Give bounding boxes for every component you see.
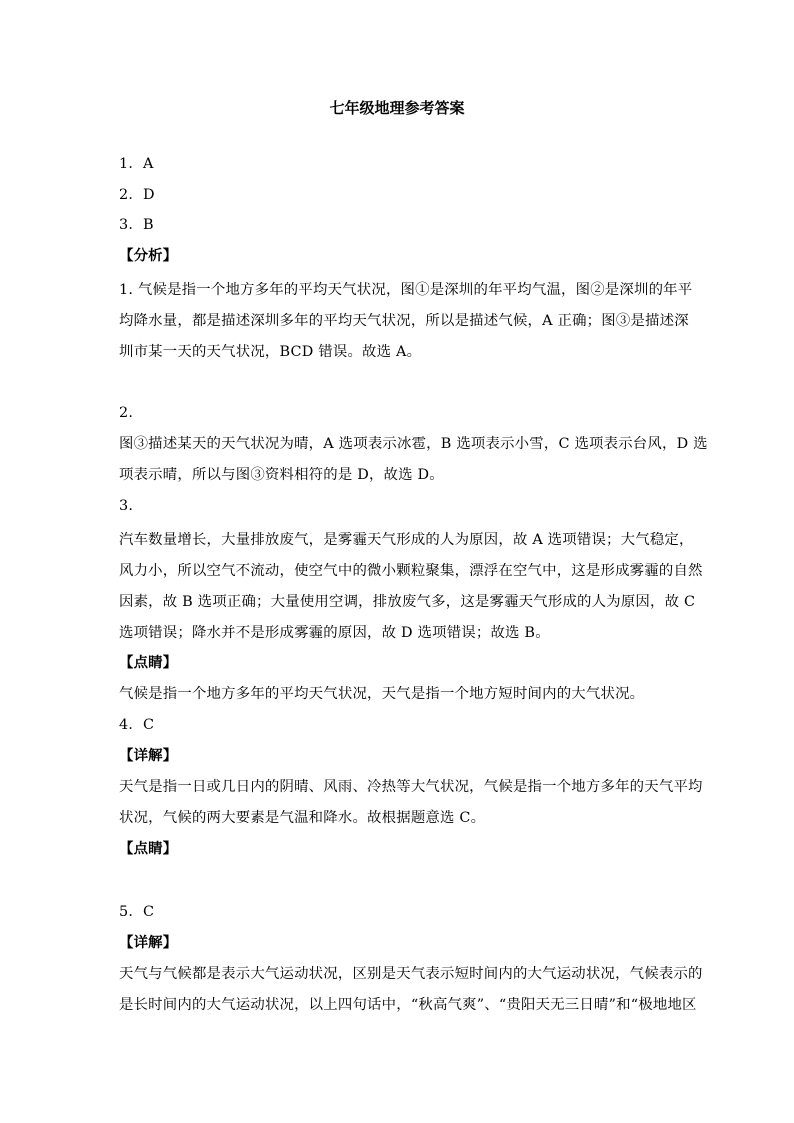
question-number: 3.: [119, 498, 134, 514]
question-number: 2.: [119, 405, 134, 421]
answer-3: 3．B: [119, 217, 154, 233]
answer-4: 4．C: [119, 717, 155, 733]
paragraph-line: 1. 气候是指一个地方多年的平均天气状况，图①是深圳的年平均气温，图②是深圳的年平: [119, 282, 693, 298]
paragraph-line: 图③描述某天的天气状况为晴，A 选项表示冰雹，B 选项表示小雪，C 选项表示台风，D 选: [119, 436, 708, 452]
answer-5: 5．C: [119, 904, 155, 920]
paragraph-line: 因素，故 B 选项正确；大量使用空调，排放废气多，这是雾霾天气形成的人为原因，故 C: [119, 594, 696, 610]
section-heading-key-point: 【点睛】: [119, 654, 178, 671]
section-heading-explanation: 【详解】: [119, 747, 178, 764]
paragraph-line: 气候是指一个地方多年的平均天气状况，天气是指一个地方短时间内的大气状况。: [119, 686, 645, 702]
paragraph-line: 状况，气候的两大要素是气温和降水。故根据题意选 C。: [119, 810, 486, 826]
paragraph-line: 均降水量，都是描述深圳多年的平均天气状况，所以是描述气候，A 正确；图③是描述深: [119, 313, 689, 329]
paragraph-line: 项表示晴，所以与图③资料相符的是 D，故选 D。: [119, 467, 444, 483]
paragraph-line: 天气是指一日或几日内的阴晴、风雨、冷热等大气状况，气候是指一个地方多年的天气平均: [119, 779, 703, 795]
paragraph-line: 风力小，所以空气不流动，使空气中的微小颗粒聚集，漂浮在空气中，这是形成雾霾的自然: [119, 563, 703, 579]
paragraph-line: 是长时间内的大气运动状况，以上四句话中，“秋高气爽”、“贵阳天无三日晴”和“极地地区: [119, 997, 697, 1013]
page-title: 七年级地理参考答案: [329, 99, 465, 117]
paragraph-line: 圳市某一天的天气状况，BCD 错误。故选 A。: [119, 344, 422, 360]
section-heading-key-point: 【点睛】: [119, 840, 178, 857]
paragraph-line: 选项错误；降水并不是形成雾霾的原因，故 D 选项错误；故选 B。: [119, 625, 550, 641]
answer-1: 1．A: [119, 156, 154, 172]
answer-2: 2．D: [119, 187, 155, 203]
section-heading-analysis: 【分析】: [119, 247, 178, 264]
paragraph-line: 汽车数量增长，大量排放废气，是雾霾天气形成的人为原因，故 A 选项错误；大气稳定，: [119, 532, 694, 548]
paragraph-line: 天气与气候都是表示大气运动状况，区别是天气表示短时间内的大气运动状况，气候表示的: [119, 966, 703, 982]
section-heading-explanation: 【详解】: [119, 934, 178, 951]
